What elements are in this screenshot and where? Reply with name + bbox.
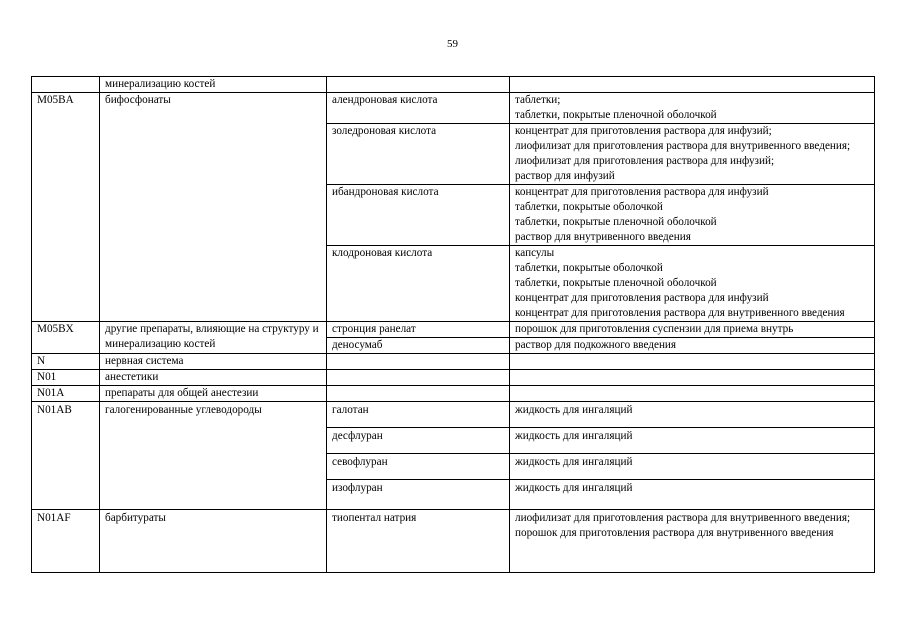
drug-name-cell: ибандроновая кислота <box>327 185 510 246</box>
group-name-cell: анестетики <box>100 370 327 386</box>
table-row <box>32 402 875 428</box>
atc-code-cell: N01AF <box>32 510 100 573</box>
drug-table <box>31 76 875 573</box>
atc-code-cell: N <box>32 354 100 370</box>
drug-name-cell: изофлуран <box>327 480 510 510</box>
atc-code-cell: N01 <box>32 370 100 386</box>
table-row <box>32 354 875 370</box>
group-name-cell: галогенированные углеводороды <box>100 402 327 510</box>
table-row <box>32 322 875 338</box>
dosage-form-cell: жидкость для ингаляций <box>510 402 875 428</box>
drug-name-cell: галотан <box>327 402 510 428</box>
drug-name-cell <box>327 386 510 402</box>
group-name-cell: другие препараты, влияющие на структуру и минерализацию костей <box>100 322 327 354</box>
drug-name-cell: десфлуран <box>327 428 510 454</box>
atc-code-cell: N01AB <box>32 402 100 510</box>
group-name-cell: препараты для общей анестезии <box>100 386 327 402</box>
dosage-form-cell: жидкость для ингаляций <box>510 428 875 454</box>
atc-code-cell: M05BA <box>32 93 100 322</box>
dosage-form-cell <box>510 354 875 370</box>
drug-name-cell: стронция ранелат <box>327 322 510 338</box>
dosage-form-cell: раствор для подкожного введения <box>510 338 875 354</box>
drug-name-cell: алендроновая кислота <box>327 93 510 124</box>
table-row <box>32 510 875 573</box>
group-name-cell: бифосфонаты <box>100 93 327 322</box>
drug-name-cell: севофлуран <box>327 454 510 480</box>
dosage-form-cell <box>510 370 875 386</box>
drug-name-cell <box>327 354 510 370</box>
dosage-form-cell: капсулы таблетки, покрытые оболочкой таблетки, покрытые пленочной оболочкой концентрат для приготовления раствора для инфузий концентрат для приготовления раствора для внутривенного введения <box>510 246 875 322</box>
atc-code-cell <box>32 77 100 93</box>
dosage-form-cell: жидкость для ингаляций <box>510 480 875 510</box>
table-row <box>32 370 875 386</box>
table-row <box>32 386 875 402</box>
dosage-form-cell: концентрат для приготовления раствора для инфузий; лиофилизат для приготовления раствора для внутривенного введения; лиофилизат для приготовления раствора для инфузий; раствор для инфузий <box>510 124 875 185</box>
dosage-form-cell: концентрат для приготовления раствора для инфузий таблетки, покрытые оболочкой таблетки, покрытые пленочной оболочкой раствор для внутривенного введения <box>510 185 875 246</box>
drug-name-cell: клодроновая кислота <box>327 246 510 322</box>
dosage-form-cell <box>510 77 875 93</box>
drug-name-cell: тиопентал натрия <box>327 510 510 573</box>
drug-name-cell <box>327 77 510 93</box>
group-name-cell: барбитураты <box>100 510 327 573</box>
dosage-form-cell: порошок для приготовления суспензии для приема внутрь <box>510 322 875 338</box>
dosage-form-cell <box>510 386 875 402</box>
table-row <box>32 77 875 93</box>
atc-code-cell: M05BX <box>32 322 100 354</box>
drug-name-cell: золедроновая кислота <box>327 124 510 185</box>
page-number: 59 <box>447 38 458 50</box>
drug-name-cell: деносумаб <box>327 338 510 354</box>
group-name-cell: нервная система <box>100 354 327 370</box>
dosage-form-cell: таблетки; таблетки, покрытые пленочной оболочкой <box>510 93 875 124</box>
dosage-form-cell: лиофилизат для приготовления раствора для внутривенного введения; порошок для приготовления раствора для внутривенного введения <box>510 510 875 573</box>
dosage-form-cell: жидкость для ингаляций <box>510 454 875 480</box>
atc-code-cell: N01A <box>32 386 100 402</box>
drug-name-cell <box>327 370 510 386</box>
group-name-cell: минерализацию костей <box>100 77 327 93</box>
table-row <box>32 93 875 124</box>
